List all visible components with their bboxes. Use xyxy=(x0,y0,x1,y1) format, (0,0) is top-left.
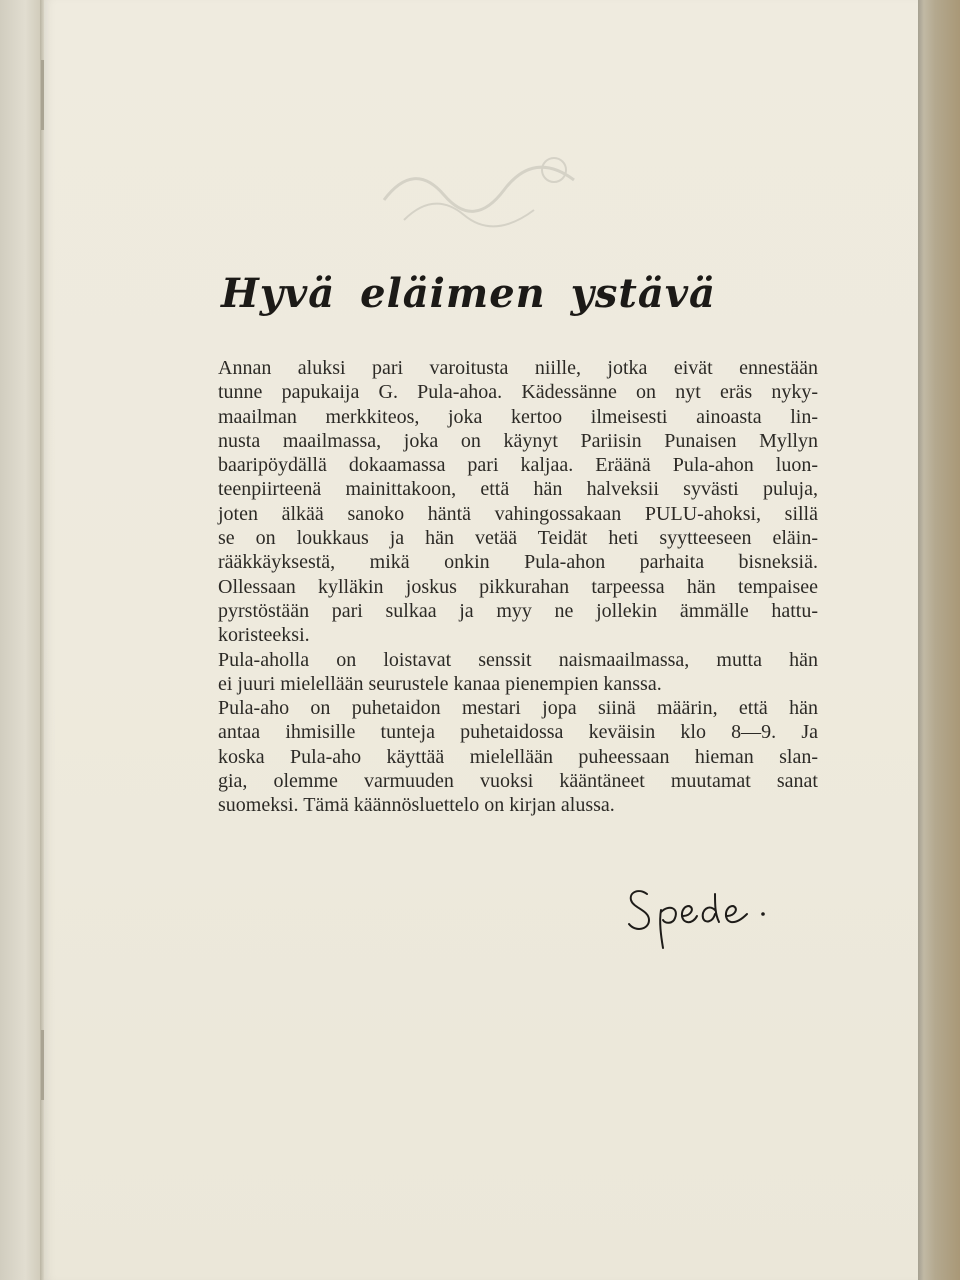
text-line: Annan aluksi pari varoitusta niille, jotka eivät ennestään xyxy=(218,357,818,379)
show-through-image xyxy=(374,140,604,230)
text-line: rääkkäyksestä, mikä onkin Pula-ahon parhaita bisneksiä. xyxy=(218,551,818,574)
text-line: maailman merkkiteos, joka kertoo ilmeisesti ainoasta lin- xyxy=(218,405,818,428)
handwritten-signature xyxy=(625,880,785,955)
page-title: Hyvä eläimen ystävä xyxy=(221,270,716,317)
signature-drawing xyxy=(625,880,785,955)
text-line: Pula-aho on puhetaidon mestari jopa siinä määrin, että hän xyxy=(218,697,818,720)
text-line: antaa ihmisille tunteja puhetaidossa keväisin klo 8—9. Ja xyxy=(218,721,818,744)
text-line: koristeeksi. xyxy=(218,624,310,647)
text-line: suomeksi. Tämä käännösluettelo on kirjan alussa. xyxy=(218,794,615,817)
text-line: teenpiirteenä mainittakoon, että hän halveksii syvästi puluja, xyxy=(218,478,818,501)
text-line: gia, olemme varmuuden vuoksi kääntäneet muutamat sanat xyxy=(218,770,818,793)
text-line: joten älkää sanoko häntä vahingossakaan PULU-ahoksi, sillä xyxy=(218,502,818,525)
text-line: nusta maailmassa, joka on käynyt Pariisin Punaisen Myllyn xyxy=(218,429,818,452)
text-line: ei juuri mielellään seurustele kanaa pienempien kanssa. xyxy=(218,672,662,695)
previous-page-edge xyxy=(0,0,42,1280)
text-line: Ollessaan kylläkin joskus pikkurahan tarpeessa hän tempaisee xyxy=(218,575,818,598)
text-line: se on loukkaus ja hän vetää Teidät heti syytteeseen eläin- xyxy=(218,527,818,550)
text-line: koska Pula-aho käyttää mielellään puheessaan hieman slan- xyxy=(218,745,818,768)
letter-body xyxy=(218,356,818,818)
text-line: pyrstöstään pari sulkaa ja myy ne jollekin ämmälle hattu- xyxy=(218,599,818,622)
book-cover-edge xyxy=(918,0,960,1280)
text-line: baaripöydällä dokaamassa pari kaljaa. Eräänä Pula-ahon luon- xyxy=(218,454,818,477)
text-line: Pula-aholla on loistavat senssit naismaailmassa, mutta hän xyxy=(218,648,818,671)
text-line: tunne papukaija G. Pula-ahoa. Kädessänne on nyt eräs nyky- xyxy=(218,381,818,404)
